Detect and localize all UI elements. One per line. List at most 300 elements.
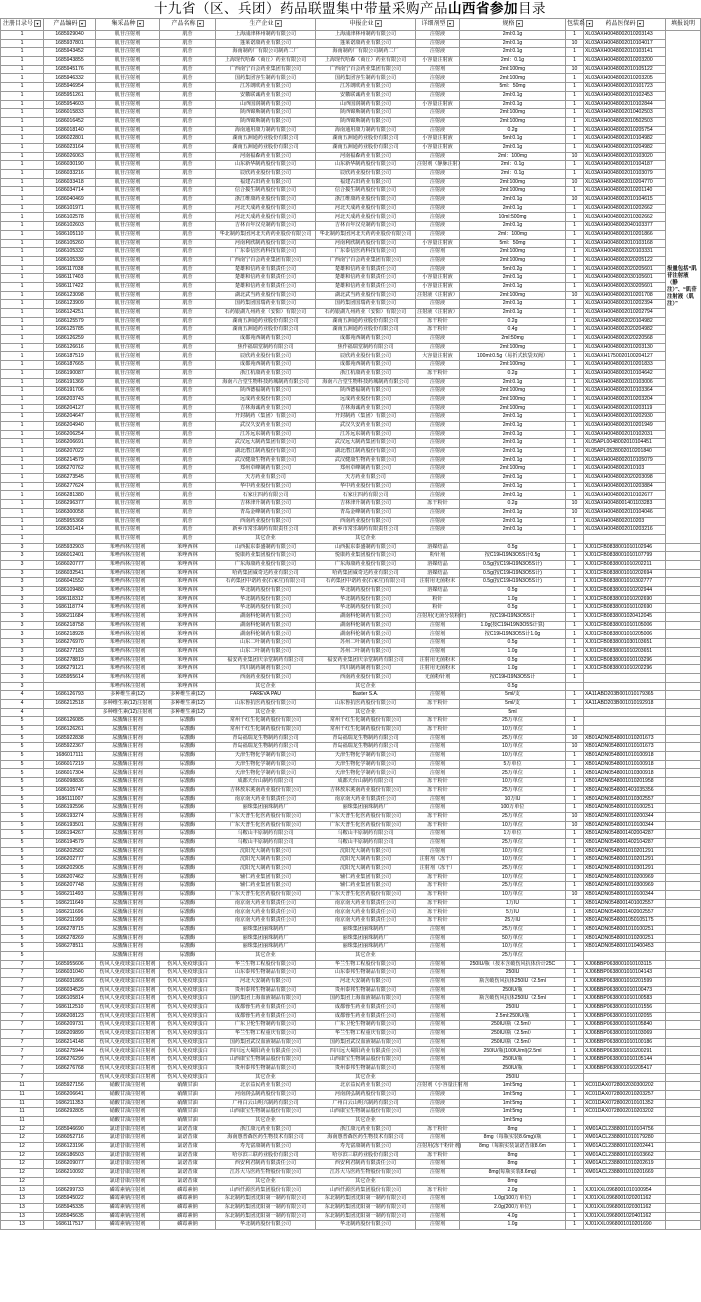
table-cell[interactable] bbox=[666, 743, 701, 752]
table-cell[interactable]: XL03AXH0048002010202794 bbox=[584, 309, 666, 318]
table-cell[interactable]: XJ01XXL0968001020201162 bbox=[584, 1195, 666, 1204]
table-cell[interactable]: 广西南宁百会药业集团有限公司 bbox=[216, 256, 316, 265]
table-cell[interactable]: 华北制药集团河北天药药业股份有限公司 bbox=[216, 230, 316, 239]
table-cell[interactable]: XJ06BBP0638001010100583 bbox=[584, 995, 666, 1004]
table-cell[interactable]: 1686211353 bbox=[44, 1099, 96, 1108]
table-cell[interactable]: 马鞍山丰原制药有限公司 bbox=[316, 830, 416, 839]
table-cell[interactable]: 其它企业 bbox=[216, 708, 316, 717]
table-cell[interactable]: 1 bbox=[566, 230, 584, 239]
table-cell[interactable]: XJ01XXL0968001010201690 bbox=[584, 1221, 666, 1230]
table-cell[interactable]: 1686194267 bbox=[44, 830, 96, 839]
table-cell[interactable]: 肌苷注射剂 bbox=[96, 91, 160, 100]
table-cell[interactable]: 注射液 bbox=[416, 204, 460, 213]
table-cell[interactable]: 注射液 bbox=[416, 39, 460, 48]
table-cell[interactable]: 5ml bbox=[460, 708, 566, 717]
table-cell[interactable] bbox=[666, 804, 701, 813]
table-cell[interactable]: 5ml/支 bbox=[460, 691, 566, 700]
table-cell[interactable]: 苯唑西林 bbox=[160, 656, 216, 665]
table-cell[interactable]: 尿激酶 bbox=[160, 873, 216, 882]
table-cell[interactable]: 山东鲁抗医药股份有限公司 bbox=[316, 699, 416, 708]
table-cell[interactable]: 肌苷 bbox=[160, 187, 216, 196]
table-cell[interactable]: 1 bbox=[1, 222, 44, 231]
table-cell[interactable]: XL03AXH0048002010105079 bbox=[584, 456, 666, 465]
table-cell[interactable] bbox=[666, 1134, 701, 1143]
table-cell[interactable] bbox=[666, 908, 701, 917]
table-cell[interactable]: 尿激酶注射剂 bbox=[96, 769, 160, 778]
table-cell[interactable]: 注射液 bbox=[416, 335, 460, 344]
table-cell[interactable]: 3 bbox=[1, 578, 44, 587]
table-cell[interactable]: 肌苷注射剂 bbox=[96, 395, 160, 404]
table-cell[interactable]: 尿激酶 bbox=[160, 925, 216, 934]
table-cell[interactable]: 1686117038 bbox=[44, 265, 96, 274]
table-cell[interactable]: 1686126793 bbox=[44, 691, 96, 700]
column-header[interactable]: 集采品种 ▾ bbox=[96, 19, 160, 31]
table-cell[interactable]: 注射液 bbox=[416, 256, 460, 265]
table-cell[interactable]: XJ01XXL0968001020401162 bbox=[584, 1212, 666, 1221]
table-cell[interactable]: 1 bbox=[566, 1212, 584, 1221]
table-cell[interactable]: 0.2g bbox=[460, 369, 566, 378]
table-cell[interactable]: 成都苑西制药有限公司 bbox=[316, 335, 416, 344]
table-cell[interactable]: 苯唑西林 bbox=[160, 560, 216, 569]
table-cell[interactable] bbox=[666, 1212, 701, 1221]
table-cell[interactable]: 苯唑西林 bbox=[160, 630, 216, 639]
table-cell[interactable]: 1 bbox=[566, 656, 584, 665]
table-cell[interactable]: 2ml：100mg bbox=[460, 230, 566, 239]
table-cell[interactable]: 1 bbox=[566, 1108, 584, 1117]
table-cell[interactable] bbox=[666, 891, 701, 900]
table-cell[interactable]: 郑州卓峰制药有限公司 bbox=[216, 465, 316, 474]
table-cell[interactable]: 华兰生物工程重庆有限公司 bbox=[316, 1030, 416, 1039]
table-cell[interactable]: 100万单位 bbox=[460, 804, 566, 813]
table-cell[interactable]: 肌苷 bbox=[160, 369, 216, 378]
table-cell[interactable]: 10万单位 bbox=[460, 752, 566, 761]
table-cell[interactable]: 肌苷注射剂 bbox=[96, 100, 160, 109]
table-cell[interactable]: XL03AXH0048002010202930 bbox=[584, 413, 666, 422]
table-cell[interactable]: 尿激酶 bbox=[160, 830, 216, 839]
table-cell[interactable]: 丽珠集团丽珠制药厂 bbox=[216, 943, 316, 952]
table-cell[interactable]: XL03AXH0048002010104046 bbox=[584, 508, 666, 517]
table-cell[interactable]: 1686277624 bbox=[44, 482, 96, 491]
filter-dropdown-icon[interactable]: ▾ bbox=[375, 20, 382, 27]
table-cell[interactable]: 山西振东泰盛制药有限公司 bbox=[316, 543, 416, 552]
table-cell[interactable]: 肌苷注射剂 bbox=[96, 213, 160, 222]
table-cell[interactable]: 尿激酶注射剂 bbox=[96, 726, 160, 735]
table-cell[interactable]: 1 bbox=[566, 143, 584, 152]
table-cell[interactable] bbox=[666, 786, 701, 795]
table-cell[interactable]: 天津生物化学制药有限公司 bbox=[316, 769, 416, 778]
table-cell[interactable]: 1 bbox=[566, 395, 584, 404]
table-cell[interactable]: 0.5g bbox=[460, 656, 566, 665]
table-cell[interactable]: 吉林敖东洮南药业股份有限公司 bbox=[216, 786, 316, 795]
table-cell[interactable]: 注射液 bbox=[416, 196, 460, 205]
table-cell[interactable]: 华北制药股份有限公司 bbox=[216, 1221, 316, 1230]
table-cell[interactable]: 10 bbox=[566, 500, 584, 509]
table-cell[interactable]: 尿激酶注射剂 bbox=[96, 804, 160, 813]
table-cell[interactable]: 苯唑西林 bbox=[160, 673, 216, 682]
table-cell[interactable]: XL03AXH0048002020205601 bbox=[584, 265, 666, 274]
table-cell[interactable]: 肌苷 bbox=[160, 178, 216, 187]
table-cell[interactable]: XL03AXH0048002010204982 bbox=[584, 143, 666, 152]
table-cell[interactable]: 海南制药厂有限公司制药二厂 bbox=[216, 48, 316, 57]
table-cell[interactable]: 0.5g bbox=[460, 682, 566, 691]
table-cell[interactable]: 250IU/瓶 bbox=[460, 1064, 566, 1073]
table-cell[interactable]: 河南利欣制药股份有限公司 bbox=[216, 239, 316, 248]
table-cell[interactable]: 1 bbox=[566, 222, 584, 231]
table-cell[interactable]: XJ06BBP0638001010200291 bbox=[584, 1047, 666, 1056]
table-cell[interactable]: 2ml:0.1g bbox=[460, 448, 566, 457]
table-cell[interactable]: 1685937801 bbox=[44, 39, 96, 48]
table-cell[interactable]: 青岛福瑞龙生物制药有限公司 bbox=[316, 743, 416, 752]
table-cell[interactable]: 广东卫伦生物制药有限公司 bbox=[216, 1021, 316, 1030]
table-cell[interactable]: 丽珠集团丽珠制药厂 bbox=[316, 925, 416, 934]
table-cell[interactable]: 1 bbox=[566, 1064, 584, 1073]
table-cell[interactable]: 2ml:0.1g bbox=[460, 526, 566, 535]
table-cell[interactable]: 国药集团容生制药有限公司 bbox=[316, 74, 416, 83]
table-cell[interactable]: 尿激酶 bbox=[160, 804, 216, 813]
table-cell[interactable]: 注射剂 bbox=[416, 1012, 460, 1021]
table-cell[interactable]: 肌苷注射剂 bbox=[96, 39, 160, 48]
table-cell[interactable]: 楚雄和信药业有限责任公司 bbox=[316, 274, 416, 283]
table-cell[interactable]: 尿激酶注射剂 bbox=[96, 856, 160, 865]
table-cell[interactable]: 江苏朗欧药业有限公司 bbox=[316, 83, 416, 92]
table-cell[interactable]: 1 bbox=[566, 91, 584, 100]
table-cell[interactable] bbox=[666, 752, 701, 761]
table-cell[interactable]: 1.0g bbox=[460, 647, 566, 656]
table-cell[interactable]: 伤风人免疫球蛋白 bbox=[160, 1064, 216, 1073]
column-header[interactable]: 药品医保码 ▾ bbox=[584, 19, 666, 31]
table-cell[interactable]: 肌苷注射剂 bbox=[96, 448, 160, 457]
table-cell[interactable]: 1 bbox=[566, 1134, 584, 1143]
table-cell[interactable]: 苯唑西林 bbox=[160, 552, 216, 561]
table-cell[interactable]: 尿激酶注射剂 bbox=[96, 821, 160, 830]
table-cell[interactable]: 1 bbox=[1, 474, 44, 483]
table-cell[interactable]: XJ01CFB0838001010102946 bbox=[584, 543, 666, 552]
table-cell[interactable]: 冻干粉针 bbox=[416, 778, 460, 787]
table-cell[interactable] bbox=[584, 1177, 666, 1186]
table-cell[interactable]: 5 bbox=[1, 769, 44, 778]
table-cell[interactable]: 7 bbox=[1, 1064, 44, 1073]
table-cell[interactable]: 注射用无菌粉末 bbox=[416, 665, 460, 674]
table-cell[interactable]: XJ01CFB0838001010302777 bbox=[584, 578, 666, 587]
table-cell[interactable]: 1 bbox=[1, 152, 44, 161]
table-cell[interactable]: 1ml:5mg bbox=[460, 1090, 566, 1099]
table-cell[interactable]: 肌苷注射剂 bbox=[96, 31, 160, 40]
table-cell[interactable]: 注射液 bbox=[416, 74, 460, 83]
table-cell[interactable] bbox=[666, 995, 701, 1004]
table-cell[interactable]: 苯唑西林 bbox=[160, 595, 216, 604]
table-cell[interactable]: 5 bbox=[1, 717, 44, 726]
table-cell[interactable]: 1 bbox=[566, 856, 584, 865]
table-cell[interactable]: 0.5g(按C19H19N3O5S计) bbox=[460, 560, 566, 569]
table-cell[interactable]: 1686125579 bbox=[44, 317, 96, 326]
table-cell[interactable]: 1686031866 bbox=[44, 977, 96, 986]
table-cell[interactable] bbox=[666, 1125, 701, 1134]
table-cell[interactable]: 吉林百年汉克制药有限公司 bbox=[316, 222, 416, 231]
table-cell[interactable]: 开封制药（集团）有限公司 bbox=[316, 413, 416, 422]
table-cell[interactable]: XC01DAX0728002010203257 bbox=[584, 1090, 666, 1099]
table-cell[interactable]: 1 bbox=[1, 48, 44, 57]
table-cell[interactable]: 7 bbox=[1, 977, 44, 986]
table-cell[interactable]: 氯诺昔康注射剂 bbox=[96, 1169, 160, 1178]
table-cell[interactable]: 伤风人免疫球蛋白注射剂 bbox=[96, 1004, 160, 1013]
table-cell[interactable]: 1 bbox=[566, 908, 584, 917]
table-cell[interactable]: 1686209077 bbox=[44, 1160, 96, 1169]
table-cell[interactable]: 山东二叶制药有限公司 bbox=[216, 639, 316, 648]
table-cell[interactable]: 丽珠集团丽珠制药厂 bbox=[216, 804, 316, 813]
table-cell[interactable]: 东北制药集团沈阳第一制药有限公司 bbox=[216, 1212, 316, 1221]
table-cell[interactable]: 青岛金峰制药有限公司 bbox=[216, 508, 316, 517]
table-cell[interactable] bbox=[666, 1073, 701, 1082]
table-cell[interactable]: 1 bbox=[1, 65, 44, 74]
table-cell[interactable]: XB01ADN0548001010201291 bbox=[584, 847, 666, 856]
table-cell[interactable]: 50万单位 bbox=[460, 934, 566, 943]
table-cell[interactable]: 注射剂 bbox=[416, 1203, 460, 1212]
table-cell[interactable]: 2ml:0.1g bbox=[460, 378, 566, 387]
table-cell[interactable]: 上海现代哈森（商丘）药业有限公司 bbox=[216, 57, 316, 66]
table-cell[interactable]: 武汉健康生物药业有限公司 bbox=[216, 456, 316, 465]
table-cell[interactable]: 其它企业 bbox=[216, 1073, 316, 1082]
table-cell[interactable]: 1686206254 bbox=[44, 430, 96, 439]
table-cell[interactable] bbox=[416, 951, 460, 960]
table-cell[interactable]: 国药集团容生制药有限公司 bbox=[216, 74, 316, 83]
table-cell[interactable]: 1 bbox=[1, 100, 44, 109]
table-cell[interactable]: 贵州泰邦生物制品有限公司 bbox=[216, 986, 316, 995]
filter-dropdown-icon[interactable]: ▾ bbox=[275, 20, 282, 27]
table-cell[interactable]: 注射液 bbox=[416, 387, 460, 396]
table-cell[interactable]: 11 bbox=[1, 1116, 44, 1125]
table-cell[interactable]: 注射剂 bbox=[416, 830, 460, 839]
table-cell[interactable]: 5 bbox=[1, 847, 44, 856]
table-cell[interactable]: 硝酸甘油注射剂 bbox=[96, 1116, 160, 1125]
table-cell[interactable]: 1 bbox=[566, 838, 584, 847]
table-cell[interactable] bbox=[584, 673, 666, 682]
table-cell[interactable]: 尿激酶注射剂 bbox=[96, 873, 160, 882]
table-cell[interactable] bbox=[666, 1064, 701, 1073]
table-cell[interactable]: 10万单位 bbox=[460, 856, 566, 865]
table-cell[interactable]: 尿激酶 bbox=[160, 951, 216, 960]
table-cell[interactable]: 河北天成药业股份有限公司 bbox=[316, 213, 416, 222]
table-cell[interactable]: 1686126259 bbox=[44, 335, 96, 344]
table-cell[interactable]: 1685922367 bbox=[44, 743, 96, 752]
table-cell[interactable]: 肌苷 bbox=[160, 230, 216, 239]
table-cell[interactable]: 华北制药股份有限公司 bbox=[316, 604, 416, 613]
table-cell[interactable]: 伤风人免疫球蛋白 bbox=[160, 1056, 216, 1065]
table-cell[interactable]: 1 bbox=[566, 560, 584, 569]
table-cell[interactable]: 肌苷注射剂 bbox=[96, 239, 160, 248]
table-cell[interactable]: 安徽联诚药业有限公司 bbox=[316, 91, 416, 100]
table-cell[interactable]: 华北制药股份有限公司 bbox=[216, 604, 316, 613]
table-cell[interactable] bbox=[666, 943, 701, 952]
table-cell[interactable]: 1 bbox=[566, 639, 584, 648]
table-cell[interactable] bbox=[666, 812, 701, 821]
table-cell[interactable]: 成都苑西制药有限公司 bbox=[316, 361, 416, 370]
table-cell[interactable]: 磷霉素钠注射剂 bbox=[96, 1195, 160, 1204]
table-cell[interactable]: 辰欣药业股份有限公司 bbox=[216, 352, 316, 361]
table-cell[interactable]: XB01ADN0548001010300918 bbox=[584, 769, 666, 778]
table-cell[interactable]: 注射液 bbox=[416, 474, 460, 483]
table-cell[interactable]: XJ06BBP0638001010105840 bbox=[584, 1021, 666, 1030]
table-cell[interactable]: 5 bbox=[1, 734, 44, 743]
table-cell[interactable]: 华中药业股份有限公司 bbox=[316, 482, 416, 491]
table-cell[interactable] bbox=[666, 960, 701, 969]
table-cell[interactable] bbox=[584, 1073, 666, 1082]
table-cell[interactable]: 安徽联诚药业有限公司 bbox=[216, 91, 316, 100]
table-cell[interactable]: 河南润弘制药股份有限公司 bbox=[316, 1090, 416, 1099]
table-cell[interactable]: 1 bbox=[1, 83, 44, 92]
table-cell[interactable]: 1686203743 bbox=[44, 395, 96, 404]
table-cell[interactable]: 苯唑西林注射剂 bbox=[96, 595, 160, 604]
table-cell[interactable]: 南京南大药业有限责任公司 bbox=[316, 795, 416, 804]
table-cell[interactable] bbox=[666, 1047, 701, 1056]
table-cell[interactable]: 注射液 bbox=[416, 300, 460, 309]
table-cell[interactable]: 寿光富康制药有限公司 bbox=[216, 1143, 316, 1152]
table-cell[interactable]: 华北制药股份有限公司 bbox=[316, 595, 416, 604]
table-cell[interactable]: 氯诺昔康注射剂 bbox=[96, 1134, 160, 1143]
table-cell[interactable]: 4 bbox=[1, 691, 44, 700]
table-cell[interactable]: XL03AXH0048002010103020 bbox=[584, 152, 666, 161]
table-cell[interactable]: 7 bbox=[1, 1012, 44, 1021]
table-cell[interactable]: 1 bbox=[566, 369, 584, 378]
table-cell[interactable] bbox=[666, 1169, 701, 1178]
table-cell[interactable]: 肌苷注射剂 bbox=[96, 430, 160, 439]
table-cell[interactable]: 1686012401 bbox=[44, 552, 96, 561]
table-cell[interactable]: 1686026063 bbox=[44, 152, 96, 161]
table-cell[interactable]: 1686098836 bbox=[44, 778, 96, 787]
table-cell[interactable]: 蓬莱诺康药业有限公司 bbox=[316, 39, 416, 48]
table-cell[interactable]: 青岛福瑞龙生物制药有限公司 bbox=[216, 743, 316, 752]
table-cell[interactable]: 尿激酶 bbox=[160, 717, 216, 726]
table-cell[interactable] bbox=[666, 587, 701, 596]
table-cell[interactable]: 远成药业股份有限公司 bbox=[216, 395, 316, 404]
table-cell[interactable]: 1 bbox=[566, 74, 584, 83]
table-cell[interactable]: 马鞍山丰原制药有限公司 bbox=[216, 830, 316, 839]
table-cell[interactable]: 1 bbox=[566, 1151, 584, 1160]
table-cell[interactable]: 1685951261 bbox=[44, 91, 96, 100]
table-cell[interactable]: 尿激酶 bbox=[160, 786, 216, 795]
table-cell[interactable]: 1686204647 bbox=[44, 413, 96, 422]
table-cell[interactable] bbox=[416, 1073, 460, 1082]
table-cell[interactable]: 1686211649 bbox=[44, 899, 96, 908]
table-cell[interactable]: XL03AXH0048002010104982 bbox=[584, 135, 666, 144]
table-cell[interactable]: 氯诺昔康注射剂 bbox=[96, 1177, 160, 1186]
table-cell[interactable]: 1 bbox=[1, 57, 44, 66]
table-cell[interactable] bbox=[416, 1177, 460, 1186]
table-cell[interactable]: 天方药业有限公司 bbox=[316, 474, 416, 483]
table-cell[interactable]: 肌苷 bbox=[160, 413, 216, 422]
table-cell[interactable]: 25万单位 bbox=[460, 951, 566, 960]
table-cell[interactable]: XL03AXH0048002010103006 bbox=[584, 378, 666, 387]
table-cell[interactable]: 1686206691 bbox=[44, 439, 96, 448]
table-cell[interactable]: 1 bbox=[1, 309, 44, 318]
table-cell[interactable]: 1 bbox=[1, 378, 44, 387]
table-cell[interactable]: 10万单位 bbox=[460, 726, 566, 735]
table-cell[interactable]: 注射液 bbox=[416, 456, 460, 465]
table-cell[interactable]: 磷霉素钠注射剂 bbox=[96, 1221, 160, 1230]
table-cell[interactable] bbox=[666, 856, 701, 865]
table-cell[interactable]: 冻干粉针 bbox=[416, 786, 460, 795]
table-cell[interactable]: 广东海康药业股份有限公司 bbox=[216, 560, 316, 569]
table-cell[interactable]: 肌苷 bbox=[160, 456, 216, 465]
table-cell[interactable]: 湖南五洲通药业股份有限公司 bbox=[216, 317, 316, 326]
table-cell[interactable]: XB01ADN0548001010201673 bbox=[584, 734, 666, 743]
table-cell[interactable]: 1 bbox=[1, 91, 44, 100]
table-cell[interactable]: 1686276768 bbox=[44, 1064, 96, 1073]
table-cell[interactable]: 注射液 bbox=[416, 83, 460, 92]
table-cell[interactable]: 苯唑西林 bbox=[160, 639, 216, 648]
table-cell[interactable]: 2ml:0.1g bbox=[460, 100, 566, 109]
table-cell[interactable]: 东北制药集团沈阳第一制药有限公司 bbox=[316, 1195, 416, 1204]
table-cell[interactable]: 西安利君制药有限责任公司 bbox=[316, 1160, 416, 1169]
table-cell[interactable]: 5ml:0.1g bbox=[460, 135, 566, 144]
table-cell[interactable]: 1686034529 bbox=[44, 986, 96, 995]
table-cell[interactable]: 1 bbox=[566, 1012, 584, 1021]
table-cell[interactable]: XB01ADN0548001010302557 bbox=[584, 795, 666, 804]
table-cell[interactable]: 5ml/支 bbox=[460, 699, 566, 708]
table-cell[interactable]: XL03AXH0048002010402503 bbox=[584, 109, 666, 118]
table-cell[interactable] bbox=[666, 882, 701, 891]
table-cell[interactable]: 10万单位 bbox=[460, 821, 566, 830]
table-cell[interactable]: 南京南大药业有限责任公司 bbox=[316, 917, 416, 926]
table-cell[interactable]: 5 bbox=[1, 908, 44, 917]
table-cell[interactable] bbox=[666, 1160, 701, 1169]
table-cell[interactable]: 肌苷 bbox=[160, 57, 216, 66]
table-cell[interactable]: 250IU/瓶（2.5ml） bbox=[460, 1038, 566, 1047]
table-cell[interactable]: 1686192596 bbox=[44, 804, 96, 813]
column-header[interactable]: 注册目录号 ▾ bbox=[1, 19, 44, 31]
table-cell[interactable] bbox=[666, 917, 701, 926]
table-cell[interactable]: 氯诺昔康 bbox=[160, 1143, 216, 1152]
table-cell[interactable]: XL03AXH0048002030105601 bbox=[584, 274, 666, 283]
table-cell[interactable]: 注射液 bbox=[416, 482, 460, 491]
table-cell[interactable]: 1686218758 bbox=[44, 621, 96, 630]
table-cell[interactable]: 1 bbox=[566, 465, 584, 474]
table-cell[interactable]: 山东泰邦生物制品有限公司 bbox=[316, 969, 416, 978]
table-cell[interactable]: 1 bbox=[566, 882, 584, 891]
table-cell[interactable]: 3 bbox=[1, 647, 44, 656]
table-cell[interactable]: XB01ADN0548001010200344 bbox=[584, 812, 666, 821]
table-cell[interactable]: 氯诺昔康注射剂 bbox=[96, 1151, 160, 1160]
table-cell[interactable]: XB01ADN0548001010100918 bbox=[584, 760, 666, 769]
table-cell[interactable]: 肌苷 bbox=[160, 439, 216, 448]
table-cell[interactable]: 海南六合堂生物科技药城制药有限公司 bbox=[216, 378, 316, 387]
table-cell[interactable]: 湖南五洲通药业股份有限公司 bbox=[316, 143, 416, 152]
table-cell[interactable]: 马鞍山丰原制药有限公司 bbox=[216, 838, 316, 847]
table-cell[interactable]: 肌苷注射剂 bbox=[96, 326, 160, 335]
table-cell[interactable]: 1686052716 bbox=[44, 1134, 96, 1143]
table-cell[interactable]: 尿激酶 bbox=[160, 891, 216, 900]
table-cell[interactable]: 1 bbox=[1, 39, 44, 48]
table-cell[interactable]: 楚雄和信药业有限责任公司 bbox=[216, 265, 316, 274]
table-cell[interactable]: 南京南大药业有限责任公司 bbox=[216, 917, 316, 926]
table-cell[interactable]: 1 bbox=[566, 543, 584, 552]
table-cell[interactable]: 东北制药集团沈阳第一制药有限公司 bbox=[216, 1195, 316, 1204]
table-cell[interactable]: XJ01CFB0838001010103296 bbox=[584, 656, 666, 665]
table-cell[interactable]: 苯唑西林 bbox=[160, 647, 216, 656]
table-cell[interactable]: 福建古田药业有限公司 bbox=[216, 178, 316, 187]
table-cell[interactable]: 肌苷注射剂 bbox=[96, 109, 160, 118]
table-cell[interactable]: 1686117422 bbox=[44, 282, 96, 291]
table-cell[interactable]: 硝酸甘油 bbox=[160, 1082, 216, 1091]
table-cell[interactable]: 注射液 bbox=[416, 343, 460, 352]
table-cell[interactable]: 肌苷 bbox=[160, 126, 216, 135]
table-cell[interactable]: 2ml:100mg bbox=[460, 248, 566, 257]
table-cell[interactable]: 1 bbox=[1, 395, 44, 404]
table-cell[interactable]: 2ml:100mg bbox=[460, 465, 566, 474]
table-cell[interactable]: 1 bbox=[566, 587, 584, 596]
table-cell[interactable] bbox=[44, 951, 96, 960]
table-cell[interactable]: 小容量注射液 bbox=[416, 274, 460, 283]
table-cell[interactable]: 山西仟源医药集团股份有限公司 bbox=[316, 1186, 416, 1195]
